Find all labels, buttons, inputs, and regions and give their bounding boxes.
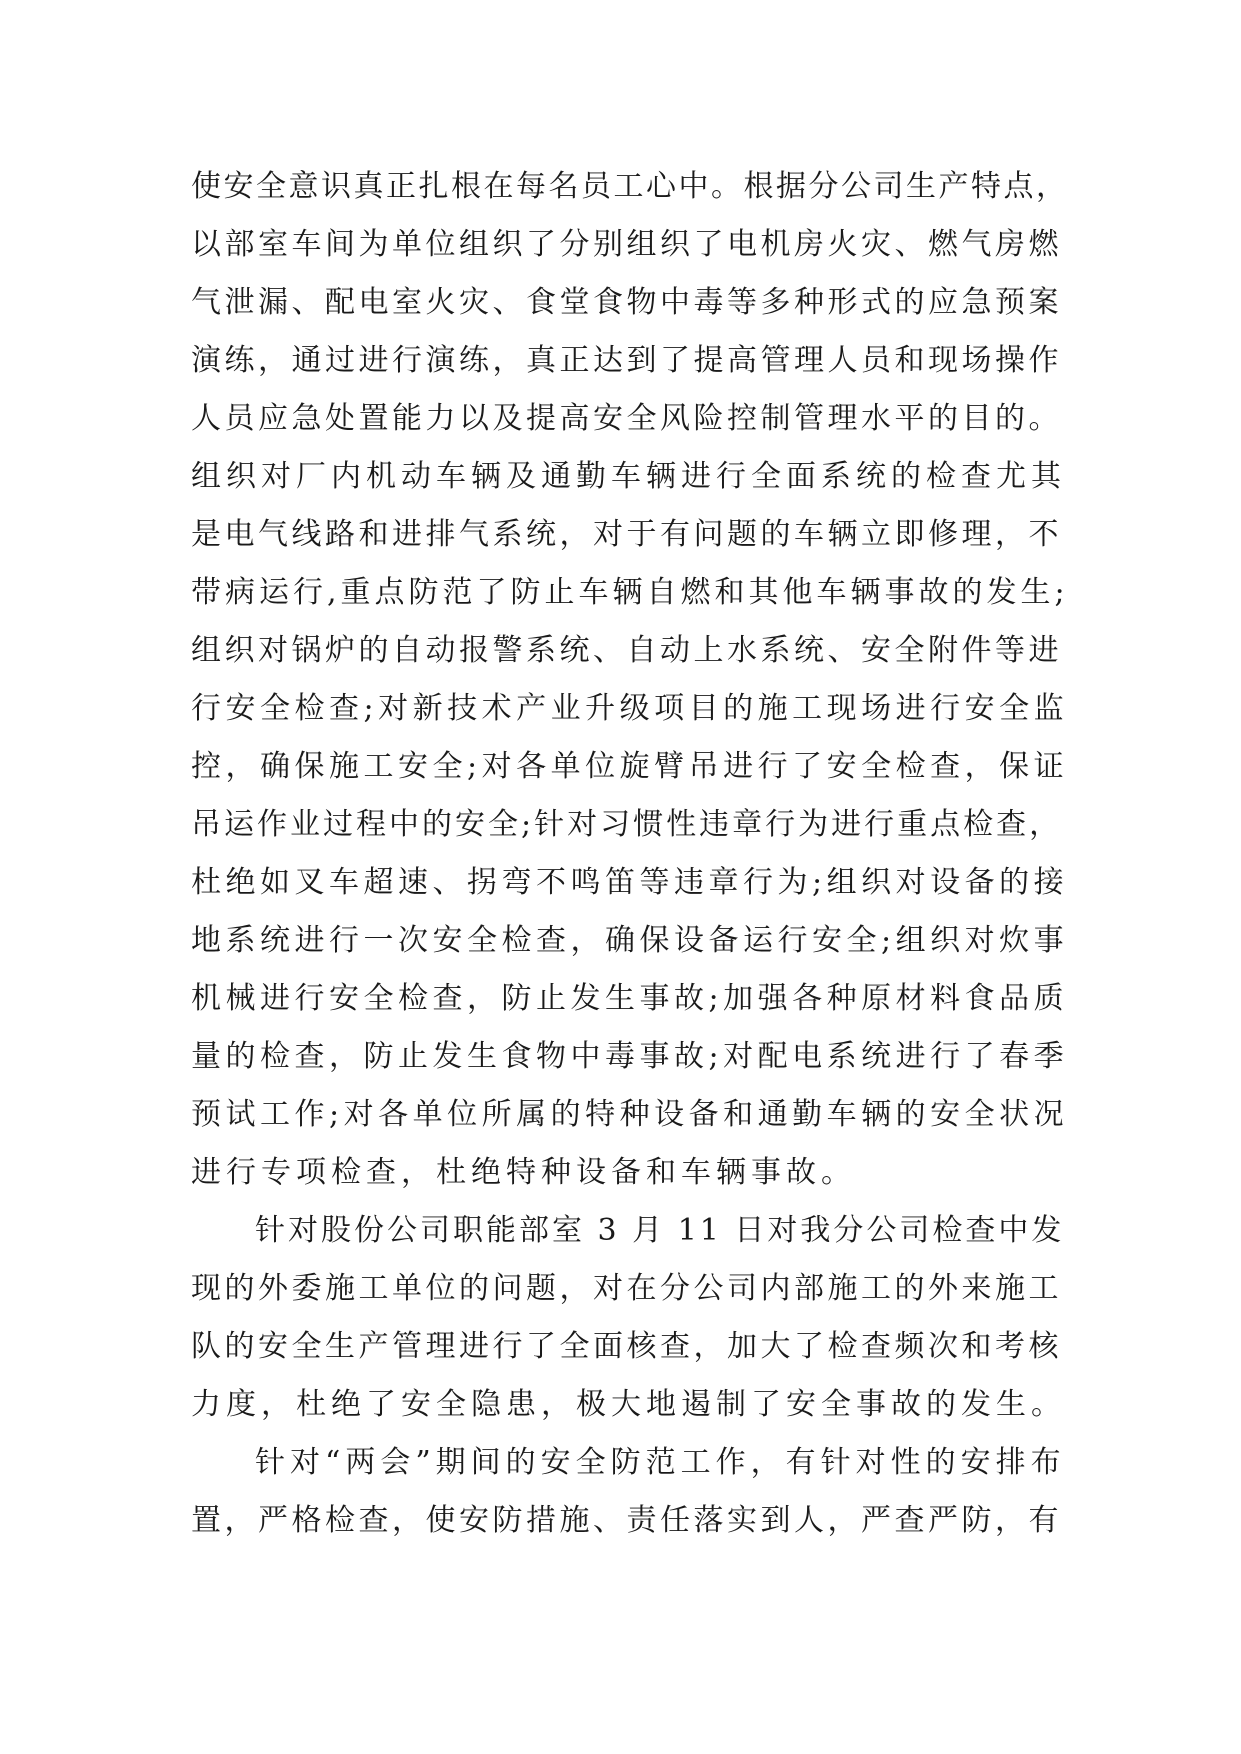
text-line: 是电气线路和进排气系统，对于有问题的车辆立即修理，不 [191, 517, 1062, 552]
text-line: 置，严格检查，使安防措施、责任落实到人，严查严防，有 [191, 1503, 1062, 1538]
text-line: 杜绝如叉车超速、拐弯不鸣笛等违章行为;组织对设备的接 [191, 865, 1069, 900]
document-body [191, 158, 1071, 1550]
text-line: 气泄漏、配电室火灾、食堂食物中毒等多种形式的应急预案 [191, 285, 1062, 320]
text-line: 进行专项检查，杜绝特种设备和车辆事故。 [191, 1155, 856, 1190]
text-line: 量的检查，防止发生食物中毒事故;对配电系统进行了春季 [191, 1039, 1069, 1074]
text-line: 使安全意识真正扎根在每名员工心中。根据分公司生产特点， [191, 169, 1069, 204]
text-line: 队的安全生产管理进行了全面核查，加大了检查频次和考核 [191, 1329, 1062, 1364]
text-line: 针对股份公司职能部室 3 月 11 日对我分公司检查中发 [255, 1213, 1065, 1248]
text-line: 机械进行安全检查，防止发生事故;加强各种原材料食品质 [191, 981, 1069, 1016]
text-line: 人员应急处置能力以及提高安全风险控制管理水平的目的。 [191, 401, 1062, 436]
paragraph [191, 1202, 1071, 1434]
text-line: 预试工作;对各单位所属的特种设备和通勤车辆的安全状况 [191, 1097, 1069, 1132]
text-line: 组织对锅炉的自动报警系统、自动上水系统、安全附件等进 [191, 633, 1062, 668]
text-line: 组织对厂内机动车辆及通勤车辆进行全面系统的检查尤其 [191, 459, 1066, 494]
text-line: 力度，杜绝了安全隐患，极大地遏制了安全事故的发生。 [191, 1387, 1066, 1422]
paragraph [191, 1434, 1071, 1550]
paragraph [191, 158, 1071, 1202]
text-line: 控，确保施工安全;对各单位旋臂吊进行了安全检查，保证 [191, 749, 1069, 784]
text-line: 现的外委施工单位的问题，对在分公司内部施工的外来施工 [191, 1271, 1062, 1306]
text-line: 地系统进行一次安全检查，确保设备运行安全;组织对炊事 [191, 923, 1069, 958]
text-line: 带病运行,重点防范了防止车辆自燃和其他车辆事故的发生; [191, 575, 1069, 610]
text-line: 行安全检查;对新技术产业升级项目的施工现场进行安全监 [191, 691, 1069, 726]
text-line: 以部室车间为单位组织了分别组织了电机房火灾、燃气房燃 [191, 227, 1062, 262]
text-line: 演练，通过进行演练，真正达到了提高管理人员和现场操作 [191, 343, 1062, 378]
text-line: 吊运作业过程中的安全;针对习惯性违章行为进行重点检查， [191, 807, 1063, 842]
text-line: 针对“两会”期间的安全防范工作，有针对性的安排布 [255, 1445, 1066, 1480]
